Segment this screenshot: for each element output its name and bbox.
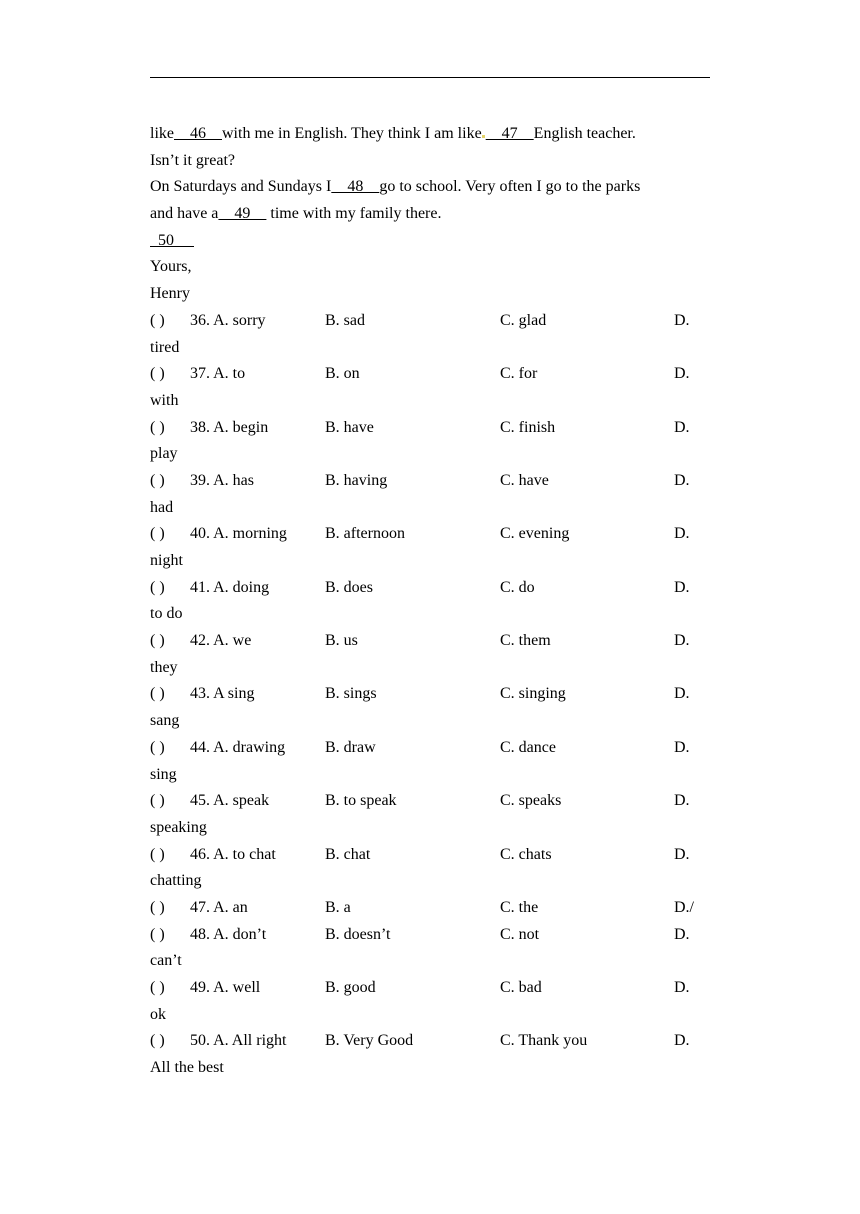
letter-text: like <box>150 125 174 142</box>
question-stem: 44. A. drawing <box>190 738 286 756</box>
option-c: C. bad <box>500 979 542 996</box>
answer-paren: ( ) <box>150 525 165 543</box>
question-stem: 46. A. to chat <box>190 845 276 863</box>
question-row <box>150 361 712 388</box>
option-d-text: to do <box>150 605 183 623</box>
option-b: B. chat <box>325 845 371 863</box>
question-row <box>150 842 712 869</box>
option-b: B. does <box>325 578 373 596</box>
option-c: C. chats <box>500 845 552 863</box>
answer-paren: ( ) <box>150 418 165 436</box>
question-row <box>150 521 712 548</box>
letter-signature: Henry <box>150 285 190 303</box>
question-row <box>150 788 712 815</box>
option-c: C. for <box>500 365 538 383</box>
option-c: C. have <box>500 471 549 489</box>
letter-text: and have a <box>150 205 219 223</box>
option-d-text: can’t <box>150 952 182 970</box>
question-row <box>150 895 712 922</box>
question-row <box>150 1028 712 1055</box>
option-b: B. draw <box>325 738 376 756</box>
option-d-text: night <box>150 552 183 569</box>
letter-text: On Saturdays and Sundays I <box>150 178 332 196</box>
option-d-text: play <box>150 445 178 463</box>
question-list <box>150 308 712 1082</box>
answer-paren: ( ) <box>150 311 165 329</box>
option-b: B. us <box>325 632 358 650</box>
question-stem: 50. A. All right <box>190 1032 287 1050</box>
question-row <box>150 308 712 335</box>
option-d-text: sang <box>150 712 180 730</box>
answer-paren: ( ) <box>150 979 165 996</box>
option-c: C. glad <box>500 311 547 329</box>
letter-text: English teacher. <box>533 125 636 142</box>
option-c: C. do <box>500 578 535 596</box>
option-c: C. dance <box>500 738 556 756</box>
option-d: D. <box>674 471 690 489</box>
answer-paren: ( ) <box>150 365 165 383</box>
option-d: D. <box>674 979 690 996</box>
letter-text: with me in English. They think I am like <box>222 125 482 142</box>
question-stem: 45. A. speak <box>190 792 270 810</box>
option-d-text: ok <box>150 1005 166 1023</box>
option-d-text: sing <box>150 765 177 783</box>
header-rule <box>150 77 710 78</box>
answer-blank-47: 47 <box>485 125 534 142</box>
answer-paren: ( ) <box>150 632 165 650</box>
answer-blank-50: 50 <box>150 231 194 249</box>
option-d-text: All the best <box>150 1059 224 1077</box>
option-b: B. having <box>325 471 388 489</box>
option-d: D. <box>674 1032 690 1050</box>
question-row <box>150 415 712 442</box>
letter-line-5 <box>150 228 712 255</box>
answer-paren: ( ) <box>150 685 165 703</box>
option-d: D. <box>674 738 690 756</box>
option-b: B. have <box>325 418 374 436</box>
letter-line-4 <box>150 201 712 228</box>
answer-blank-48: 48 <box>331 178 380 196</box>
answer-paren: ( ) <box>150 738 165 756</box>
option-d-text: they <box>150 658 178 676</box>
letter-closing: Yours, <box>150 258 192 276</box>
answer-paren: ( ) <box>150 792 165 810</box>
option-c: C. them <box>500 632 551 650</box>
question-row <box>150 922 712 949</box>
option-c: C. not <box>500 925 540 943</box>
letter-line-3 <box>150 174 712 201</box>
answer-paren: ( ) <box>150 1032 165 1050</box>
question-stem: 37. A. to <box>190 365 246 383</box>
question-stem: 41. A. doing <box>190 578 270 596</box>
option-c: C. finish <box>500 418 556 436</box>
question-stem: 47. A. an <box>190 898 248 916</box>
option-b: B. on <box>325 365 360 383</box>
answer-blank-46: 46 <box>174 125 222 142</box>
option-d-text: with <box>150 391 179 409</box>
question-row <box>150 575 712 602</box>
question-row <box>150 681 712 708</box>
question-row <box>150 628 712 655</box>
option-d: D. <box>674 525 690 543</box>
answer-blank-49: 49 <box>218 205 267 223</box>
option-d: D. <box>674 311 690 329</box>
option-b: B. Very Good <box>325 1032 414 1050</box>
option-d: D. <box>674 632 690 650</box>
option-d: D. <box>674 685 690 703</box>
question-row <box>150 735 712 762</box>
answer-paren: ( ) <box>150 578 165 596</box>
option-b: B. a <box>325 898 351 916</box>
question-stem: 36. A. sorry <box>190 311 266 329</box>
letter-line-2: Isn’t it great? <box>150 151 236 169</box>
option-c: C. the <box>500 898 539 916</box>
question-row <box>150 468 712 495</box>
question-stem: 42. A. we <box>190 632 252 650</box>
option-d-text: chatting <box>150 872 202 890</box>
letter-line-1 <box>150 121 712 148</box>
answer-paren: ( ) <box>150 925 165 943</box>
option-b: B. sad <box>325 311 365 329</box>
answer-paren: ( ) <box>150 898 165 916</box>
question-stem: 38. A. begin <box>190 418 269 436</box>
option-b: B. good <box>325 979 376 996</box>
option-d: D. <box>674 418 690 436</box>
option-d-text: had <box>150 498 174 516</box>
question-row <box>150 975 712 1002</box>
option-d: D. <box>674 925 690 943</box>
option-d: D. <box>674 578 690 596</box>
answer-paren: ( ) <box>150 845 165 863</box>
highlight-marker <box>482 135 485 138</box>
letter-text: go to school. Very often I go to the parks <box>379 178 641 196</box>
question-stem: 49. A. well <box>190 979 261 996</box>
option-d: D./ <box>674 898 694 916</box>
question-stem: 48. A. don’t <box>190 925 267 943</box>
option-d: D. <box>674 365 690 383</box>
question-stem: 43. A sing <box>190 685 255 703</box>
letter-text: time with my family there. <box>266 205 442 223</box>
option-b: B. doesn’t <box>325 925 391 943</box>
question-stem: 40. A. morning <box>190 525 287 543</box>
option-b: B. sings <box>325 685 377 703</box>
option-c: C. singing <box>500 685 566 703</box>
answer-paren: ( ) <box>150 471 165 489</box>
option-d-text: speaking <box>150 818 207 836</box>
option-c: C. speaks <box>500 792 562 810</box>
option-b: B. to speak <box>325 792 397 810</box>
option-c: C. Thank you <box>500 1032 588 1050</box>
option-b: B. afternoon <box>325 525 405 543</box>
option-c: C. evening <box>500 525 570 543</box>
option-d: D. <box>674 792 690 810</box>
question-stem: 39. A. has <box>190 471 254 489</box>
passage-and-questions <box>150 121 712 1082</box>
option-d: D. <box>674 845 690 863</box>
option-d-text: tired <box>150 338 180 356</box>
